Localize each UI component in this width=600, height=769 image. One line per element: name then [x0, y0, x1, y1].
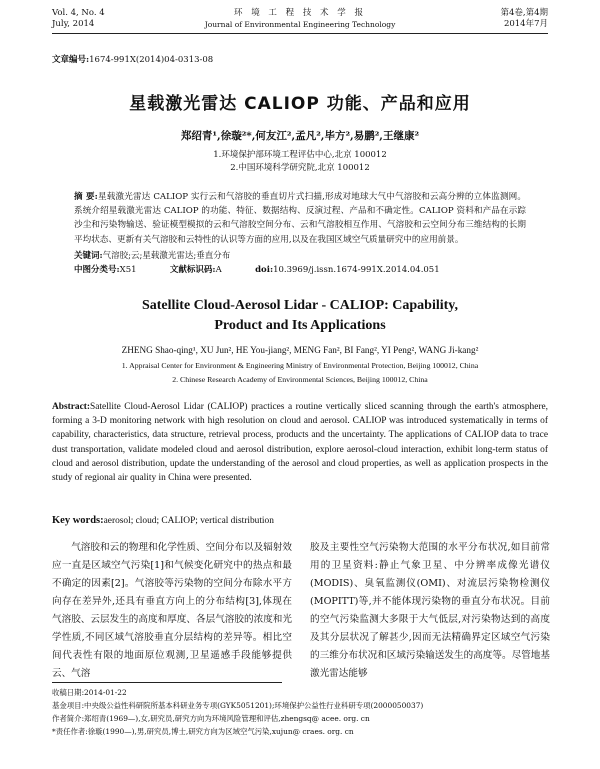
footnote-author-bio: 作者简介:郑绍青(1969—),女,研究员,研究方向为环境风险管理和评估,zhengsq@ acee. org. cn	[52, 714, 370, 723]
body-column-left: 气溶胶和云的物理和化学性质、空间分布以及辐射效应一直是区域空气污染[1]和气候变化研究中的热点和最不确定的因素[2]。气溶胶等污染物的空间分布除水平方向存在差异外,还具有垂直方向上的分布结构[3],体现在气溶胶、云层发生的高度和厚度、各层气溶胶的浓度和光学性质,不同区域气溶胶垂直分层结构的差异等。相比空间代表性有限的地面原位观测,卫星遥感手段能够提供云、气溶	[52, 542, 292, 679]
abstract-cn-label: 摘 要:	[74, 192, 98, 202]
authors-en: ZHENG Shao-qing¹, XU Jun², HE You-jiang², MENG Fan², BI Fang², YI Peng², WANG Ji-kang²	[121, 345, 479, 355]
header-vol-cn: 第4卷,第4期	[500, 8, 548, 18]
keywords-cn	[74, 251, 230, 263]
abstract-cn	[74, 190, 526, 248]
clc-value: X51	[119, 265, 137, 275]
header-date-cn: 2014年7月	[503, 19, 548, 29]
footnote-rule	[52, 682, 282, 683]
keywords-en-label: Key words:	[52, 515, 104, 526]
abstract-en-text: Satellite Cloud-Aerosol Lidar (CALIOP) practices a routine vertically sliced scanning through the earth's atmosphere, forming a 3-D monitoring network with high resolution on cloud and aerosol. CALIOP was introduced systematically in terms of capability, characteristics, data structure, retrieval process, products and the uncertainty. The applications of CALIOP data to trace dust transportation, validate modeled cloud and aerosol distribution, explore aerosol-cloud interaction, exhibit long-term status of cloud and aerosol distribution, update the understanding of the aerosol and cloud properties, as well as application prospects in the study of regional air quality in China were presented.	[52, 402, 548, 484]
doi-label: doi:	[255, 265, 274, 275]
header-date-en: July, 2014	[52, 19, 95, 29]
doc-code-label: 文献标识码:	[169, 265, 216, 275]
footnote-funding: 基金项目:中央级公益性科研院所基本科研业务专项(GYK5051201);环境保护公益性行业科研专项(2000050037)	[52, 701, 424, 710]
article-number-value: 1674-991X(2014)04-0313-08	[89, 55, 214, 65]
clc-label: 中图分类号:	[74, 265, 120, 275]
abstract-cn-text: 星载激光雷达 CALIOP 实行云和气溶胶的垂直切片式扫描,形成对地球大气中气溶胶和云高分辨的立体监测网。系统介绍星载激光雷达 CALIOP 的功能、特征、数据结构、反演过程、产品和不确定性。CALIOP 资料和产品在示踪沙尘和污染物输送、验证模型模拟的云和气溶胶空间分布、云和气溶胶相互作用、气溶胶和云空间分布三维结构的长期平均状态、更新有关气溶胶和云特性的认识等方面的应用,以及在我国区域空气质量研究中的应用前景。	[74, 192, 526, 245]
doi-value: 10.3969/j.issn.1674-991X.2014.04.051	[273, 265, 440, 275]
abstract-en	[52, 400, 548, 514]
page-title-en-line2: Product and Its Applications	[214, 318, 386, 333]
article-number-label: 文章编号:	[52, 55, 90, 65]
authors-cn: 郑绍青¹,徐璇²*,何友江²,孟凡²,毕方²,易鹏²,王继康²	[180, 130, 420, 142]
header-journal-cn: 环 境 工 程 技 术 学 报	[234, 8, 366, 18]
footnote-received: 收稿日期:2014-01-22	[52, 688, 127, 697]
classification-line	[74, 265, 544, 277]
keywords-en-text: aerosol; cloud; CALIOP; vertical distribution	[103, 516, 274, 526]
keywords-en	[52, 514, 548, 528]
page-title-cn: 星载激光雷达 CALIOP 功能、产品和应用	[129, 94, 471, 114]
header-journal-en: Journal of Environmental Engineering Technology	[204, 20, 396, 29]
body-column-right: 胶及主要性空气污染物大范围的水平分布状况,如目前常用的卫星资料:静止气象卫星、中分辨率成像光谱仪(MODIS)、臭氧监测仪(OMI)、对流层污染物检测仪(MOPITT)等,并不能体现污染物的垂直分布状况。目前的空气污染监测大多限于大气低层,对污染物达到的高度及其分层状况了解甚少,因而无法精确界定区域空气污染的三维分布状况和区域污染输送发生的高度等。尽管地基激光雷达能够	[310, 542, 550, 679]
abstract-en-label: Abstract:	[52, 402, 91, 412]
affiliation-en-2: 2. Chinese Research Academy of Environmental Sciences, Beijing 100012, China	[172, 375, 428, 384]
page-title-en-line1: Satellite Cloud-Aerosol Lidar - CALIOP: Capability,	[141, 298, 459, 313]
affiliation-en-1: 1. Appraisal Center for Environment & Engineering Ministry of Environmental Protection, Beijing 100012, China	[121, 361, 479, 370]
header-rule	[52, 33, 548, 34]
keywords-cn-text: 气溶胶;云;星载激光雷达;垂直分布	[102, 251, 231, 261]
doc-code-value: A	[215, 265, 222, 275]
footnote-corresponding: *责任作者:徐璇(1990—),男,研究员,博士,研究方向为区域空气污染,xujun@ craes. org. cn	[52, 727, 354, 736]
affiliation-cn-1: 1.环境保护部环境工程评估中心,北京 100012	[213, 150, 387, 160]
affiliation-cn-2: 2.中国环境科学研究院,北京 100012	[230, 163, 370, 173]
header-vol-en: Vol. 4, No. 4	[52, 8, 105, 18]
keywords-cn-label: 关键词:	[74, 251, 103, 261]
article-number	[52, 55, 213, 67]
